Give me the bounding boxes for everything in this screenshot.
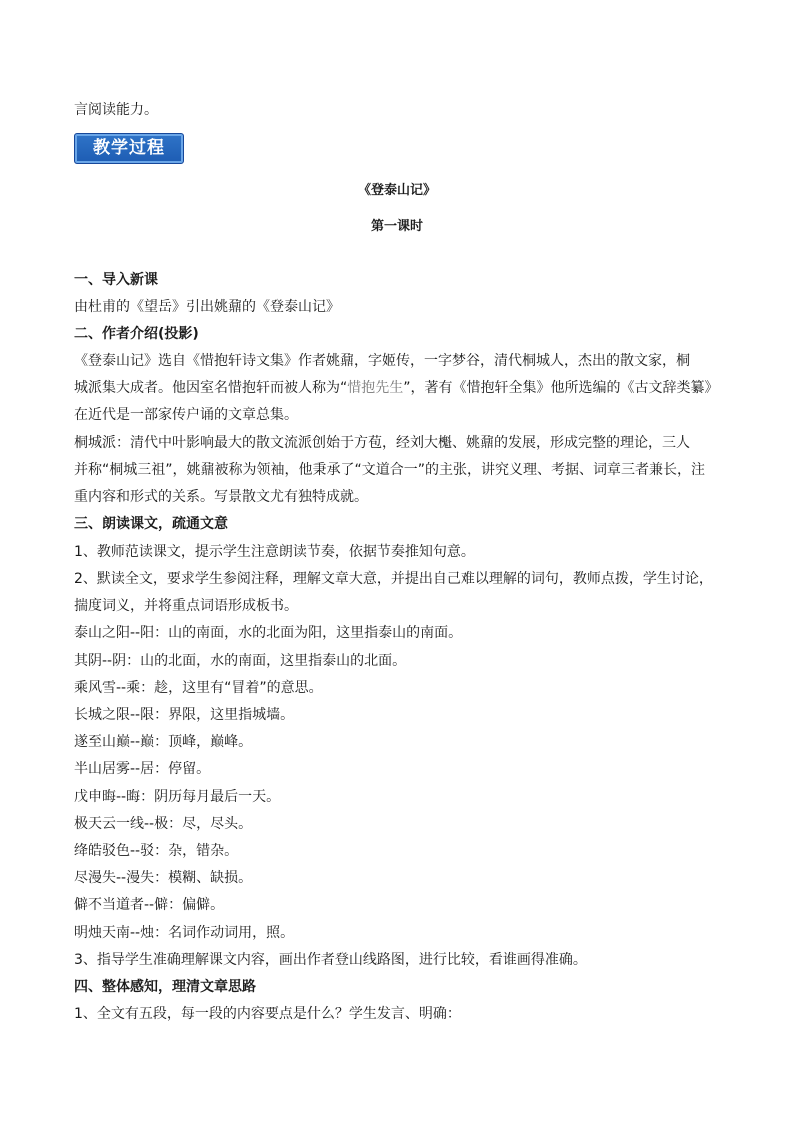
page-title: 《登泰山记》	[357, 183, 436, 198]
glossary-item: 半山居雾--居：停留。	[74, 761, 211, 777]
top-fragment: 言阅读能力。	[74, 102, 158, 118]
author-intro-line-2-c: ”，著有《惜抱轩全集》他所选编的《古文辞类纂》	[403, 380, 719, 396]
glossary-item: 其阴--阴：山的北面，水的南面，这里指泰山的北面。	[74, 653, 407, 669]
section-3-item-1: 1、教师范读课文，提示学生注意朗读节奏，依据节奏推知句意。	[74, 544, 475, 560]
section-1-text: 由杜甫的《望岳》引出姚鼐的《登泰山记》	[74, 299, 340, 315]
section-3-item-3: 3、指导学生准确理解课文内容，画出作者登山线路图，进行比较，看谁画得准确。	[74, 952, 587, 968]
tongcheng-line-1: 桐城派：清代中叶影响最大的散文流派创始于方苞，经刘大櫆、姚鼐的发展，形成完整的理论，三人	[74, 435, 690, 451]
glossary-item: 尽漫失--漫失：模糊、缺损。	[74, 870, 253, 886]
glossary-item: 戊申晦--晦：阴历每月最后一天。	[74, 789, 281, 805]
section-3-item-2-line-2: 揣度词义，并将重点词语形成板书。	[74, 598, 298, 614]
glossary-item: 泰山之阳--阳：山的南面，水的北面为阳，这里指泰山的南面。	[74, 625, 463, 641]
glossary-item: 明烛天南--烛：名词作动词用，照。	[74, 925, 295, 941]
author-intro-line-2	[74, 378, 724, 398]
glossary-item: 僻不当道者--僻：偏僻。	[74, 897, 225, 913]
author-intro-line-1: 《登泰山记》选自《惜抱轩诗文集》作者姚鼐，字姬传，一字梦谷，清代桐城人，杰出的散文家，桐	[74, 353, 690, 369]
section-4-item-1: 1、全文有五段，每一段的内容要点是什么？学生发言、明确：	[74, 1006, 461, 1022]
glossary-item: 绛皓驳色--驳：杂，错杂。	[74, 843, 239, 859]
section-3-heading: 三、朗读课文，疏通文意	[74, 516, 228, 532]
section-1-heading: 一、导入新课	[74, 272, 158, 288]
teaching-process-banner: 教学过程	[74, 133, 184, 164]
lesson-subtitle: 第一课时	[370, 219, 423, 234]
section-3-item-2-line-1: 2、默读全文，要求学生参阅注释，理解文章大意，并提出自己难以理解的词句，教师点拨，学生讨论，	[74, 571, 713, 587]
tongcheng-line-3: 重内容和形式的关系。写景散文尤有独特成就。	[74, 489, 368, 505]
glossary-item: 乘风雪--乘：趁，这里有“冒着”的意思。	[74, 680, 323, 696]
section-4-heading: 四、整体感知，理清文章思路	[74, 979, 256, 995]
author-intro-highlight: 惜抱先生	[347, 380, 404, 396]
tongcheng-line-2: 并称“桐城三祖”，姚鼐被称为领袖，他秉承了“文道合一”的主张，讲究义理、考据、词章三者兼长，注	[74, 462, 706, 478]
glossary-item: 极天云一线--极：尽，尽头。	[74, 816, 253, 832]
glossary-item: 长城之限--限：界限，这里指城墙。	[74, 707, 295, 723]
section-2-heading: 二、作者介绍(投影)	[74, 326, 199, 342]
glossary-item: 遂至山巅--巅：顶峰，巅峰。	[74, 734, 253, 750]
author-intro-line-2-a: 城派集大成者。他因室名惜抱轩而被人称为“	[74, 380, 348, 396]
author-intro-line-3: 在近代是一部家传户诵的文章总集。	[74, 407, 298, 423]
